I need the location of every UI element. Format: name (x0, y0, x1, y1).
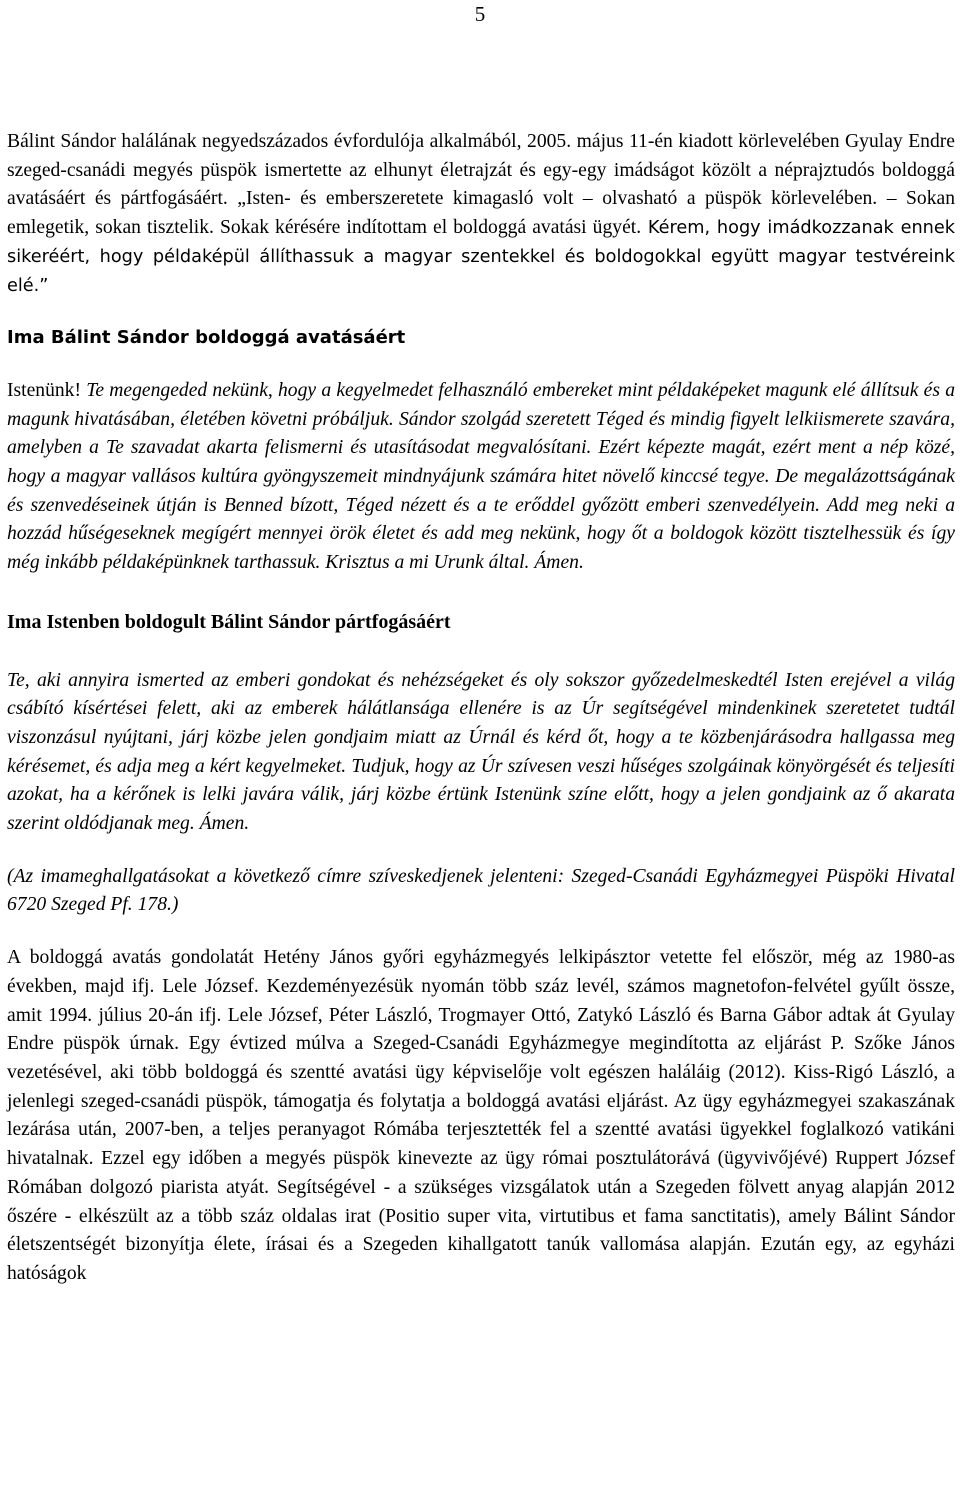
intro-text-part2: Kérem, hogy imádkozzanak ennek sikeréért, hogy példaképül állíthassuk a magyar szentekkel és boldogokkal együtt magyar testvéreink elé.” (7, 218, 955, 296)
page-number: 5 (474, 2, 486, 26)
prayer2-title: Ima Istenben boldogult Bálint Sándor pártfogásáért (7, 610, 451, 633)
intro-paragraph (7, 128, 955, 300)
prayer1-title: Ima Bálint Sándor boldoggá avatásáért (7, 327, 406, 349)
prayer1-body: Te megengeded nekünk, hogy a kegyelmedet felhasználó embereket mint példaképeket magunk elé állítsuk és a magunk hivatásában, életében követni próbáljuk. Sándor szolgád szeretett Téged és mindig figyelt lelkiismerete szavára, amelyben a Te szavadat akarta felismerni és utasításodat megvalósítani. Ezért képezte magát, ezért ment a nép közé, hogy a magyar vallásos kultúra gyöngyszemeit mindnyájunk számára hitet növelő kinccsé tegye. De megalázottságának és szenvedéseinek útján is Benned bízott, Téged nézett és a te erőddel győzött emberi szenvedélyein. Add meg neki a hozzád hűségeseknek megígért mennyei örök életet és add meg nekünk, hogy őt a boldogok között tisztelhessük és így még inkább példaképünknek tarthassuk. Krisztus a mi Urunk által. Ámen. (7, 379, 955, 574)
page-content (7, 128, 955, 1289)
history-paragraph: A boldoggá avatás gondolatát Hetény János győri egyházmegyés lelkipásztor vetette fel először, még az 1980-as években, majd ifj. Lele József. Kezdeményezésük nyomán több száz levél, számos magnetofon-felvétel gyűlt össze, amit 1994. július 20-án ifj. Lele József, Péter László, Trogmayer Ottó, Zatykó László és Barna Gábor adtak át Gyulay Endre püspök úrnak. Egy évtized múlva a Szeged-Csanádi Egyházmegye megindította az eljárást P. Szőke János vezetésével, aki több boldoggá és szentté avatási ügy képviselője volt egészen haláláig (2012). Kiss-Rigó László, a jelenlegi szeged-csanádi püspök, támogatja és folytatja a boldoggá avatási eljárást. Az ügy egyházmegyei szakaszának lezárása után, 2007-ben, a teljes peranyagot Rómába terjesztették fel a szentté avatási ügyekkel foglalkozó vatikáni hivatalnak. Ezzel egy időben a megyés püspök kinevezte az ügy római posztulátorává (ügyvivőjévé) Ruppert József Rómában dolgozó piarista atyát. Segítségével - a szükséges vizsgálatok után a Szegeden fölvett anyag alapján 2012 őszére - elkészült az a több száz oldalas irat (Positio super vita, virtutibus et fama sanctitatis), amely Bálint Sándor életszentségét bizonyítja élete, írásai és a Szegeden kihallgatott tanúk vallomása alapján. Ezután egy, az egyházi hatóságok (7, 947, 955, 1284)
reporting-notice: (Az imameghallgatásokat a következő címre szíveskedjenek jelenteni: Szeged-Csanádi Egyházmegyei Püspöki Hivatal 6720 Szeged Pf. 178.) (7, 865, 955, 916)
intro-text-part1: Bálint Sándor halálának negyedszázados évfordulója alkalmából, 2005. május 11-én kiadott körlevelében Gyulay Endre szeged-csanádi megyés püspök ismertette az elhunyt életrajzát és egy-egy imádságot közölt a néprajztudós boldoggá avatásáért és pártfogásáért. „Isten- és emberszeretete kimagasló volt – olvasható a püspök körlevelében. – Sokan emlegetik, sokan tisztelik. Sokak kérésére indítottam el boldoggá avatási ügyét. (7, 131, 955, 239)
prayer1-opening: Istenünk! (7, 379, 82, 401)
prayer2-text: Te, aki annyira ismerted az emberi gondokat és nehézségeket és oly sokszor győzedelmeskedtél Isten erejével a világ csábító kísértései felett, aki az emberek hálátlansága ellenére is az Úr segítségével mindenkinek szeretetet tudtál viszonzásul nyújtani, járj közbe jelen gondjaim miatt az Úrnál és kérd őt, hogy a te közbenjárásodra hallgassa meg kérésemet, és adja meg a kért kegyelmeket. Tudjuk, hogy az Úr szívesen veszi hűséges szolgáinak könyörgését és teljesíti azokat, ha a kérőnek is lelki javára válik, járj közbe értünk Istenünk színe előtt, hogy a jelen gondjaink az ő akarata szerint oldódjanak meg. Ámen. (7, 669, 955, 835)
prayer1-text (7, 377, 955, 578)
